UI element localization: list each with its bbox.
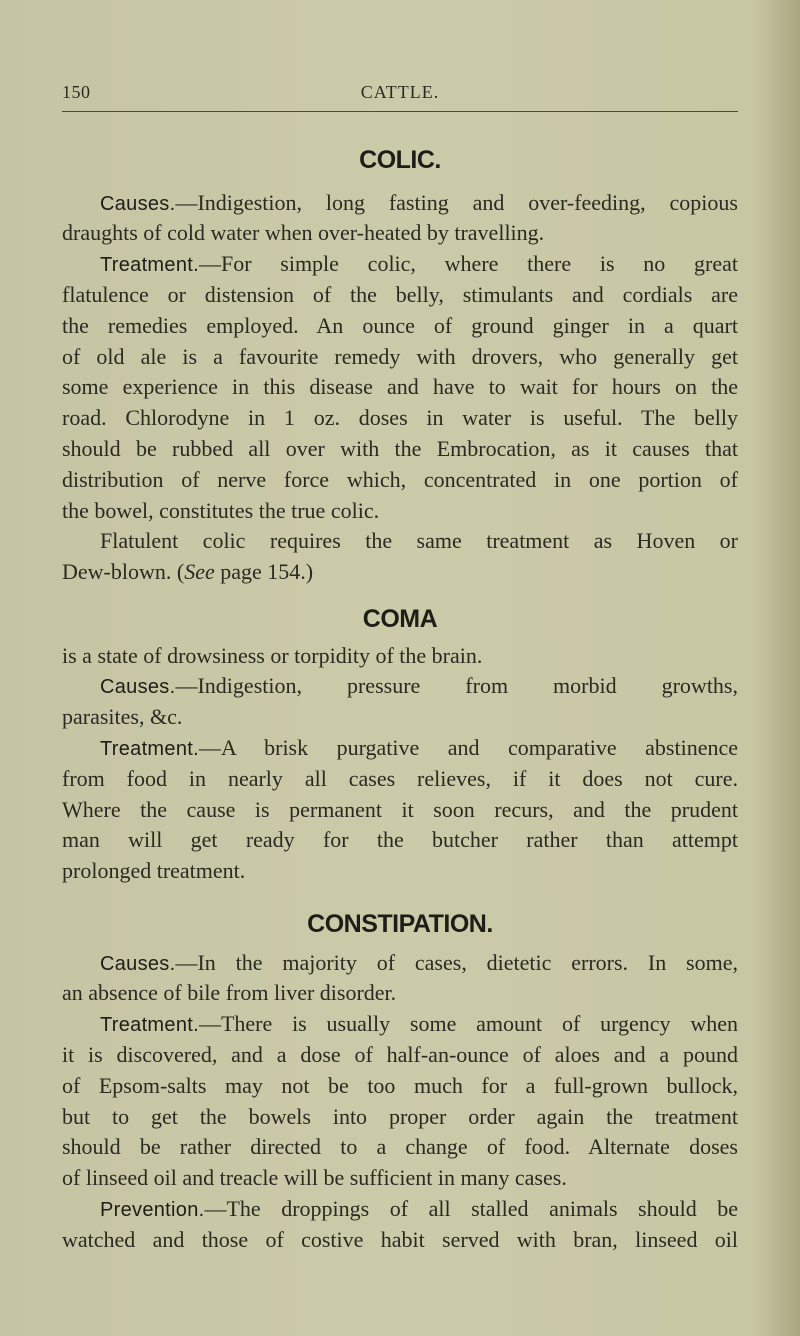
text-line xyxy=(62,1040,738,1071)
line-text: —A brisk purgative and comparative abstinence xyxy=(198,734,738,760)
paragraph xyxy=(62,1009,738,1194)
text-line xyxy=(62,434,738,465)
paragraph-label: Treatment. xyxy=(100,737,199,760)
running-title: CATTLE. xyxy=(360,82,440,102)
paragraph xyxy=(62,641,738,672)
section-coma xyxy=(62,604,738,887)
line-text: road. Chlorodyne in 1 oz. doses in water is useful. The belly xyxy=(62,405,738,431)
text-line xyxy=(62,372,738,403)
section-heading: COLIC. xyxy=(359,145,441,174)
line-text: —There is usually some amount of urgency when xyxy=(198,1011,738,1037)
paragraph xyxy=(62,249,738,526)
text-line xyxy=(62,764,738,795)
text-line xyxy=(62,1163,738,1194)
line-text: —The droppings of all stalled animals should be xyxy=(204,1195,738,1221)
line-text: of linseed oil and treacle will be sufficient in many cases. xyxy=(62,1165,567,1191)
line-text: should be rubbed all over with the Embrocation, as it causes that xyxy=(62,435,738,461)
line-text: but to get the bowels into proper order again the treatment xyxy=(62,1103,738,1129)
text-line xyxy=(62,948,738,979)
text-line xyxy=(62,1071,738,1102)
line-text: from food in nearly all cases relieves, if it does not cure. xyxy=(62,765,738,791)
paragraph-label: Prevention. xyxy=(100,1198,205,1221)
paragraph xyxy=(62,526,738,588)
line-text: man will get ready for the butcher rather than attempt xyxy=(62,827,738,853)
line-text: an absence of bile from liver disorder. xyxy=(62,980,397,1006)
text-line xyxy=(62,1009,738,1040)
page-number: 150 xyxy=(62,82,91,102)
text-line xyxy=(62,733,738,764)
line-text: flatulence or distension of the belly, stimulants and cordials are xyxy=(62,281,738,307)
text-line xyxy=(62,825,738,856)
text-line xyxy=(62,280,738,311)
text-line xyxy=(62,188,738,219)
section-colic xyxy=(62,145,738,588)
text-line xyxy=(62,496,738,527)
text-line xyxy=(62,702,738,733)
line-text: distribution of nerve force which, concentrated in one portion of xyxy=(62,466,738,492)
paragraph-label: Causes. xyxy=(100,192,176,215)
line-text: of old ale is a favourite remedy with drovers, who generally get xyxy=(62,343,738,369)
line-text: parasites, &c. xyxy=(62,704,183,730)
text-line xyxy=(62,1225,738,1256)
line-text: draughts of cold water when over-heated by travelling. xyxy=(62,220,545,246)
paragraph-label: Treatment. xyxy=(100,1014,199,1037)
section-heading: CONSTIPATION. xyxy=(307,909,493,938)
paragraph xyxy=(62,948,738,1010)
paragraph xyxy=(62,733,738,887)
text-line xyxy=(62,249,738,280)
text-line xyxy=(62,342,738,373)
line-text: the bowel, constitutes the true colic. xyxy=(62,497,380,523)
text-line xyxy=(62,311,738,342)
text-line xyxy=(62,403,738,434)
paragraph xyxy=(62,671,738,733)
text-line xyxy=(62,1102,738,1133)
text-line xyxy=(62,978,738,1009)
text-segment: page 154.) xyxy=(214,559,314,585)
line-text: Flatulent colic requires the same treatment as Hoven or xyxy=(100,528,738,554)
line-text: Where the cause is permanent it soon recurs, and the prudent xyxy=(62,796,738,822)
paragraph xyxy=(62,188,738,250)
text-line xyxy=(62,557,738,588)
section-constipation xyxy=(62,909,738,1256)
text-line xyxy=(62,671,738,702)
text-segment: Dew-blown. ( xyxy=(62,559,185,585)
paragraph xyxy=(62,1194,738,1256)
text-line xyxy=(62,218,738,249)
line-text: prolonged treatment. xyxy=(62,858,246,884)
running-head xyxy=(62,82,738,108)
text-line xyxy=(62,526,738,557)
paragraph-label: Treatment. xyxy=(100,254,199,277)
paragraph-label: Causes. xyxy=(100,676,176,699)
text-line xyxy=(62,856,738,887)
text-line xyxy=(62,641,738,672)
line-text: watched and those of costive habit served with bran, linseed oil xyxy=(62,1226,738,1252)
text-line xyxy=(62,465,738,496)
italic-text: See xyxy=(184,559,215,585)
text-line xyxy=(62,795,738,826)
line-text: —For simple colic, where there is no great xyxy=(198,251,738,277)
line-text: the remedies employed. An ounce of ground ginger in a quart xyxy=(62,312,738,338)
text-line xyxy=(62,1194,738,1225)
header-rule xyxy=(62,111,738,112)
line-text: some experience in this disease and have to wait for hours on the xyxy=(62,374,738,400)
paragraph-label: Causes. xyxy=(100,952,176,975)
text-line xyxy=(62,1132,738,1163)
line-text: of Epsom-salts may not be too much for a full-grown bullock, xyxy=(62,1072,738,1098)
line-text: —In the majority of cases, dietetic errors. In some, xyxy=(175,949,738,975)
line-text: —Indigestion, long fasting and over-feeding, copious xyxy=(175,189,738,215)
line-text: —Indigestion, pressure from morbid growths, xyxy=(175,673,738,699)
line-text: is a state of drowsiness or torpidity of the brain. xyxy=(62,642,483,668)
section-heading: COMA xyxy=(362,604,438,633)
line-text: it is discovered, and a dose of half-an-ounce of aloes and a pound xyxy=(62,1041,738,1067)
line-text: should be rather directed to a change of food. Alternate doses xyxy=(62,1134,738,1160)
